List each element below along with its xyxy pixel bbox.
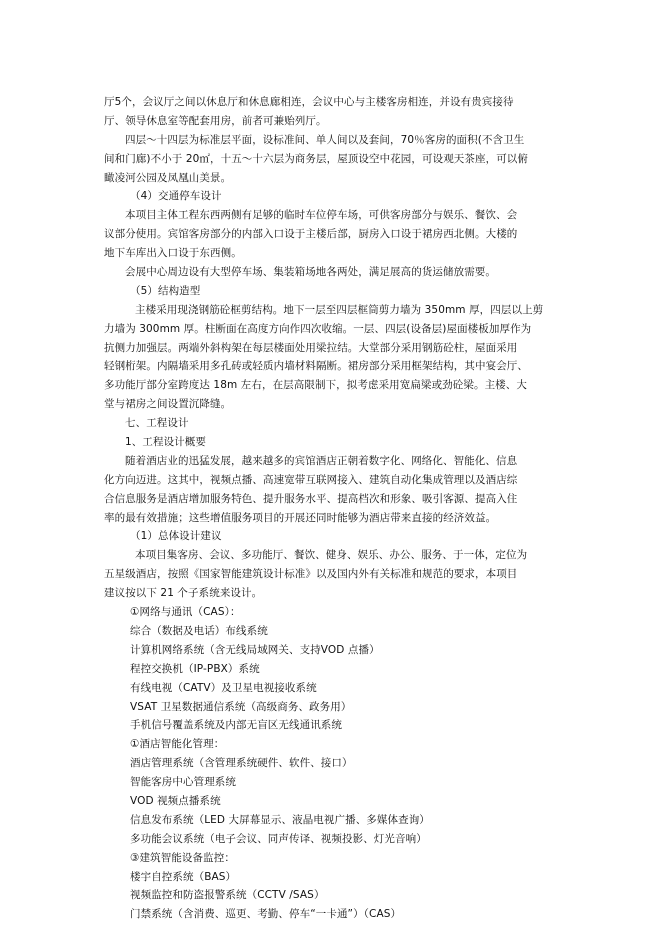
- text-line: ③建筑智能设备监控：: [130, 851, 235, 864]
- text-line: 门禁系统（含消费、巡更、考勤、停车“一卡通”）（CAS）: [130, 908, 402, 921]
- text-line: VOD 视频点播系统: [130, 794, 221, 807]
- text-line: 会展中心周边设有大型停车场、集装箱场地各两处，满足展高的货运储放需要。: [125, 266, 496, 279]
- text-line: 随着酒店业的迅猛发展，越来越多的宾馆酒店正朝着数字化、网络化、智能化、信息: [125, 454, 518, 467]
- text-line: 议部分使用。宾馆客房部分的内部入口设于主楼后部，厨房入口设于裙房西北侧。大楼的: [104, 228, 518, 241]
- text-line: VSAT 卫星数据通信系统（高级商务、政务用）: [130, 700, 352, 713]
- text-line: （1）总体设计建议: [130, 530, 222, 543]
- text-line: 信息发布系统（LED 大屏幕显示、液晶电视广播、多媒体查询）: [130, 813, 430, 826]
- text-line: 瞰凌河公园及凤凰山美景。: [104, 171, 232, 184]
- text-line: 间和门廊)不小于 20㎡，十五～十六层为商务层，屋顶设空中花园，可设观天茶座，可以俯: [104, 152, 528, 165]
- text-line: 轻钢桁架。内隔墙采用多孔砖或轻质内墙材料隔断。裙房部分采用框架结构，其中宴会厅、: [104, 360, 528, 373]
- text-line: 综合（数据及电话）布线系统: [130, 624, 268, 637]
- text-line: 厅、领导休息室等配套用房，前者可兼贻列厅。: [104, 114, 327, 127]
- text-line: 酒店管理系统（含管理系统硬件、软件、接口）: [130, 757, 353, 770]
- text-line: 多功能会议系统（电子会议、同声传译、视频投影、灯光音响）: [130, 832, 427, 845]
- text-line: 有线电视（CATV）及卫星电视接收系统: [130, 681, 317, 694]
- text-line: 化方向迈进。这其中，视频点播、高速宽带互联网接入、建筑自动化集成管理以及酒店综: [104, 473, 518, 486]
- text-line: 1、工程设计概要: [125, 436, 206, 449]
- text-line: 合信息服务是酒店增加服务特色、提升服务水平、提高档次和形象、吸引客源、提高入住: [104, 492, 518, 505]
- text-line: 本项目主体工程东西两侧有足够的临时车位停车场，可供客房部分与娱乐、餐饮、会: [125, 209, 518, 222]
- text-line: 抗侧力加强层。两端外斜构架在每层楼面处用梁拉结。大堂部分采用钢筋砼柱，屋面采用: [104, 341, 518, 354]
- text-line: 地下车库出入口设于东西侧。: [104, 247, 242, 260]
- text-line: 主楼采用现浇钢筋砼框剪结构。地下一层至四层框筒剪力墙为 350mm 厚，四层以上剪: [135, 303, 544, 316]
- text-line: 力墙为 300mm 厚。柱断面在高度方向作四次收缩。一层、四层(设备层)屋面楼板加厚作为: [104, 322, 532, 335]
- text-line: 计算机网络系统（含无线局域网关、支持VOD 点播）: [130, 643, 380, 656]
- text-line: 五星级酒店，按照《国家智能建筑设计标准》以及国内外有关标准和规范的要求，本项目: [104, 568, 518, 581]
- text-line: 堂与裙房之间设置沉降缝。: [104, 398, 232, 411]
- text-line: （5）结构造型: [130, 284, 201, 297]
- text-line: 视频监控和防盗报警系统（CCTV /SAS）: [130, 889, 325, 902]
- text-line: 智能客房中心管理系统: [130, 776, 236, 789]
- text-line: 手机信号覆盖系统及内部无盲区无线通讯系统: [130, 719, 342, 732]
- text-line: 厅5个，会议厅之间以休息厅和休息廊相连，会议中心与主楼客房相连，并设有贵宾接待: [104, 96, 514, 108]
- text-line: 本项目集客房、会议、多功能厅、餐饮、健身、娱乐、办公、服务、于一体，定位为: [135, 549, 528, 562]
- text-line: 七、工程设计: [125, 417, 189, 430]
- text-line: 多功能厅部分室跨度达 18m 左右，在层高限制下，拟考虑采用宽扁梁或劲砼梁。主楼、大: [104, 379, 527, 392]
- text-line: 程控交换机（IP-PBX）系统: [130, 662, 260, 675]
- text-line: 率的最有效措施；这些增值服务项目的开展还同时能够为酒店带来直接的经济效益。: [104, 511, 497, 524]
- text-line: 楼宇自控系统（BAS）: [130, 870, 237, 883]
- document-body: [104, 93, 556, 924]
- text-line: ①网络与通讯（CAS）：: [130, 606, 241, 619]
- text-line: 四层～十四层为标准层平面，设标准间、单人间以及套间，70％客房的面积(不含卫生: [125, 133, 525, 146]
- text-line: （4）交通停车设计: [130, 190, 222, 203]
- text-line: ①酒店智能化管理：: [130, 738, 225, 751]
- text-line: 建议按以下 21 个子系统来设计。: [104, 587, 263, 600]
